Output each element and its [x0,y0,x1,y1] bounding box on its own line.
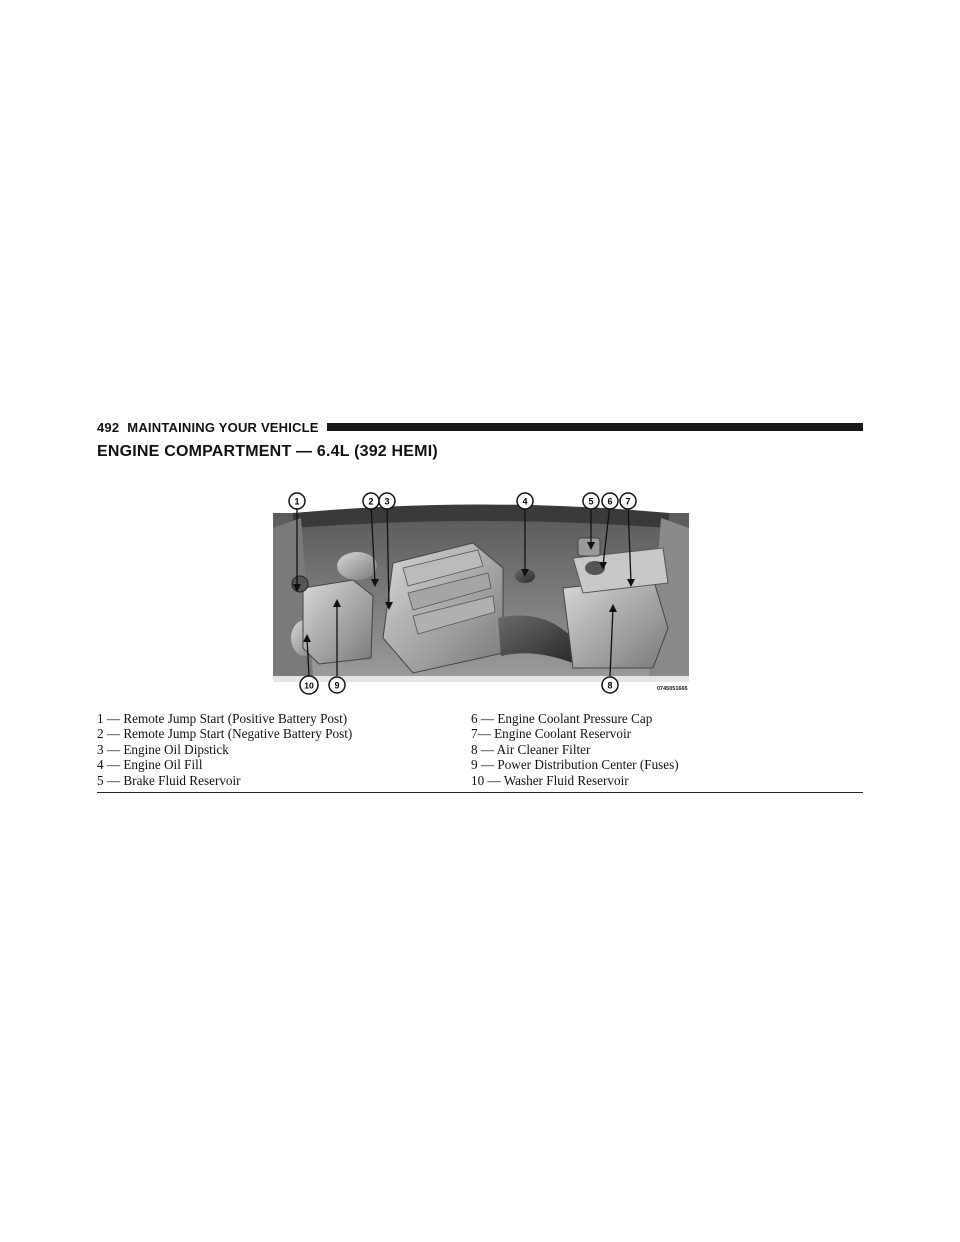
caption-rule [97,792,863,793]
callout-4 [517,493,533,509]
caption-item: 8 — Air Cleaner Filter [471,741,591,757]
callout-6 [602,493,618,509]
caption-item: 6 — Engine Coolant Pressure Cap [471,711,653,726]
caption-item: 5 — Brake Fluid Reservoir [97,772,241,788]
callout-9 [329,677,345,693]
svg-text:7: 7 [625,496,631,507]
caption-column-left [97,711,471,788]
callout-3 [379,493,395,509]
page-title: ENGINE COMPARTMENT — 6.4L (392 HEMI) [97,443,438,460]
engine-illustration [273,488,689,698]
svg-text:8: 8 [607,680,613,691]
figure-captions [97,711,863,788]
svg-text:6: 6 [607,496,613,507]
figure-code: 0745051665 [657,686,688,692]
page-header [97,417,863,437]
caption-item: 7— Engine Coolant Reservoir [471,726,632,742]
engine-compartment-figure [273,488,689,698]
svg-text:10: 10 [304,680,314,691]
svg-text:1: 1 [294,496,300,507]
page-number: 492 [97,419,120,435]
svg-text:2: 2 [368,496,374,507]
caption-item: 9 — Power Distribution Center (Fuses) [471,757,679,773]
callout-8 [602,677,618,693]
callout-2 [363,493,379,509]
callout-1 [289,493,305,509]
caption-item: 2 — Remote Jump Start (Negative Battery Post) [97,726,353,742]
caption-item: 10 — Washer Fluid Reservoir [471,772,629,788]
caption-column-right [471,711,863,788]
svg-text:4: 4 [522,496,528,507]
caption-item: 3 — Engine Oil Dipstick [97,741,229,757]
caption-item: 1 — Remote Jump Start (Positive Battery Post) [97,711,348,726]
callout-7 [620,493,636,509]
section-name: MAINTAINING YOUR VEHICLE [127,419,319,435]
air-cleaner-shape [563,578,668,668]
caption-item: 4 — Engine Oil Fill [97,757,203,773]
callout-10 [300,676,318,694]
svg-text:3: 3 [384,496,390,507]
power-distribution-center-shape [303,580,373,664]
header-rule [327,423,863,431]
svg-text:5: 5 [588,496,594,507]
svg-text:9: 9 [334,680,340,691]
callout-5 [583,493,599,509]
